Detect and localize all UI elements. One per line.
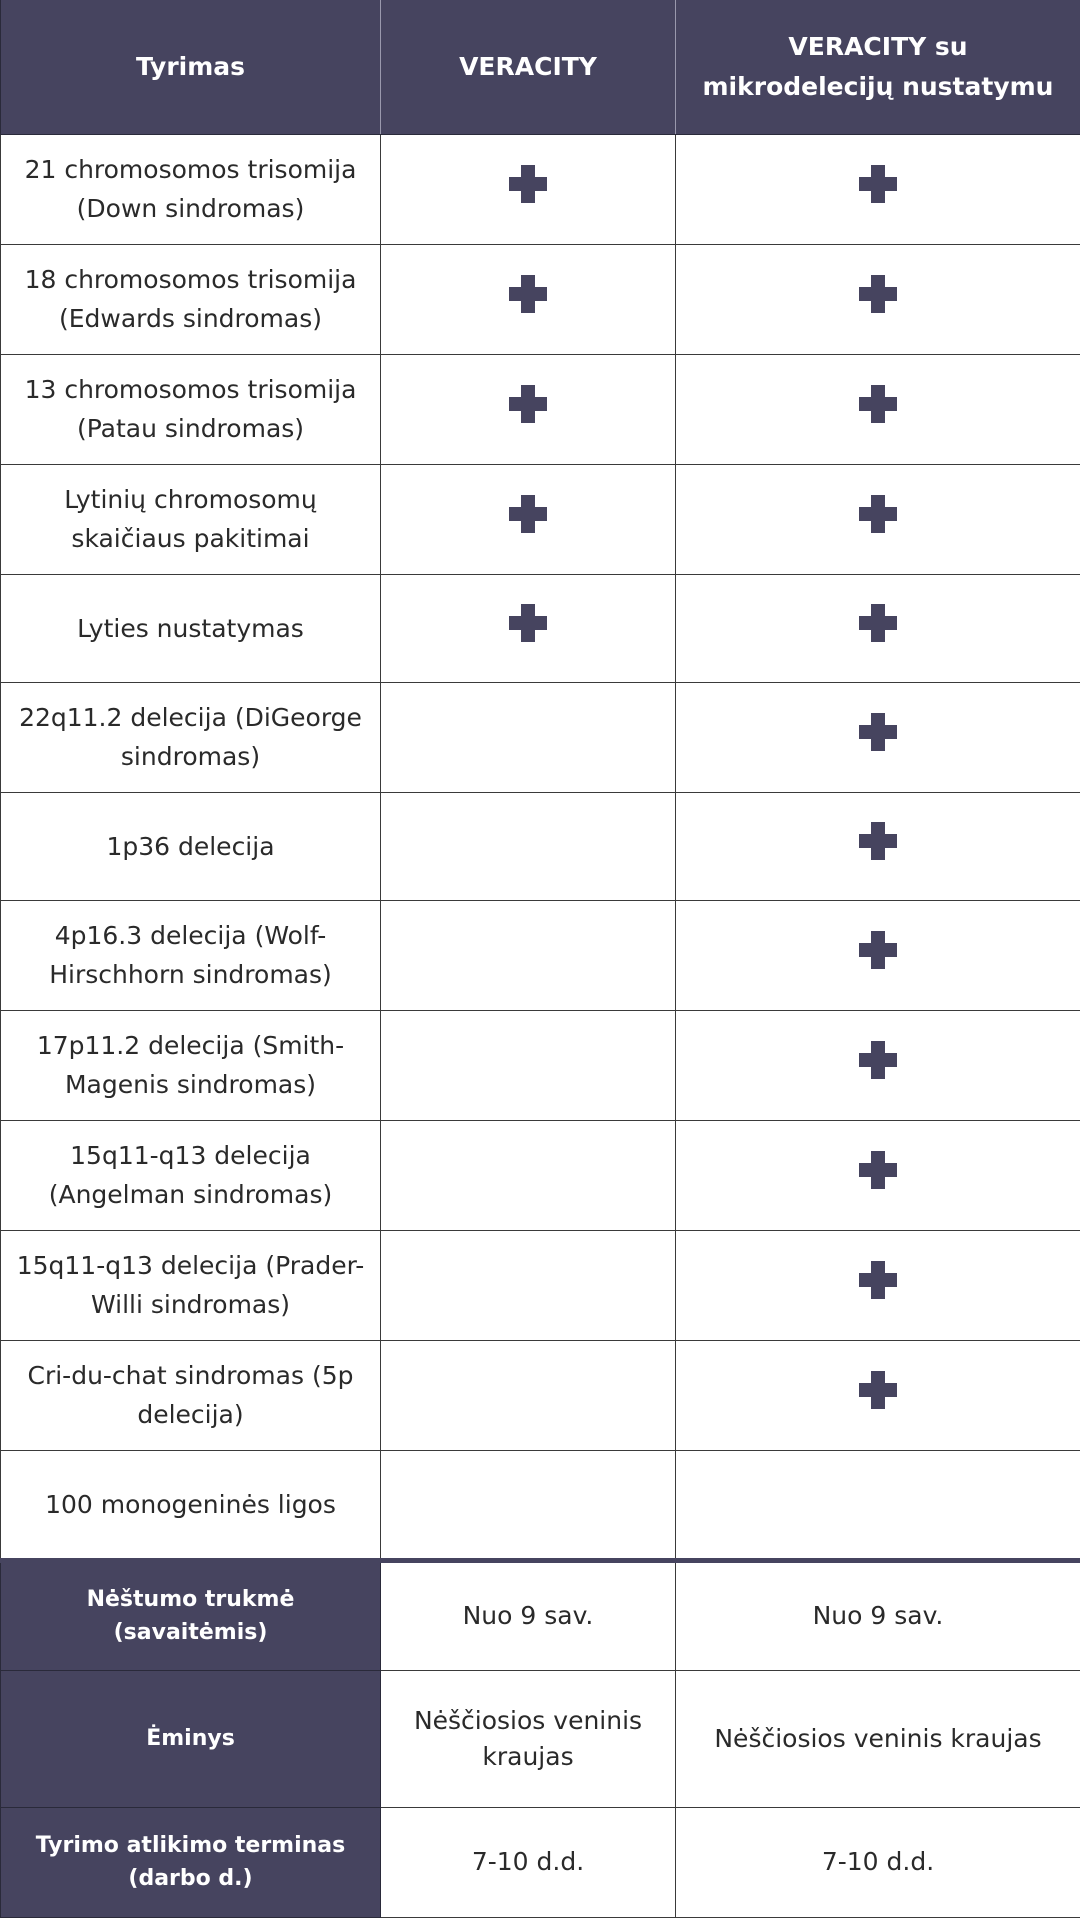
plus-icon bbox=[509, 275, 547, 313]
plus-icon bbox=[859, 822, 897, 860]
row-label: Cri-du-chat sindromas (5p delecija) bbox=[1, 1340, 381, 1450]
veracity-micro-cell bbox=[676, 1230, 1080, 1340]
veracity-cell bbox=[381, 1230, 676, 1340]
veracity-cell bbox=[381, 792, 676, 900]
table-row bbox=[1, 1340, 1080, 1450]
veracity-micro-cell bbox=[676, 792, 1080, 900]
header-veracity-micro: VERACITY su mikrodelecijų nustatymu bbox=[676, 0, 1080, 134]
table-row bbox=[1, 574, 1080, 682]
row-label: 15q11-q13 delecija (Angelman sindromas) bbox=[1, 1120, 381, 1230]
table-row bbox=[1, 792, 1080, 900]
footer-row-pregnancy bbox=[1, 1560, 1080, 1670]
veracity-cell bbox=[381, 1340, 676, 1450]
footer-label: Nėštumo trukmė (savaitėmis) bbox=[1, 1560, 381, 1670]
table-row bbox=[1, 244, 1080, 354]
veracity-micro-cell: Nuo 9 sav. bbox=[676, 1560, 1080, 1670]
veracity-micro-cell bbox=[676, 1120, 1080, 1230]
row-label: 100 monogeninės ligos bbox=[1, 1450, 381, 1560]
veracity-cell bbox=[381, 1120, 676, 1230]
veracity-cell bbox=[381, 900, 676, 1010]
veracity-cell bbox=[381, 354, 676, 464]
row-label: 21 chromosomos trisomija (Down sindromas) bbox=[1, 134, 381, 244]
veracity-cell bbox=[381, 244, 676, 354]
table-row bbox=[1, 1450, 1080, 1560]
plus-icon bbox=[859, 1041, 897, 1079]
row-label: Lyties nustatymas bbox=[1, 574, 381, 682]
veracity-cell: Nuo 9 sav. bbox=[381, 1560, 676, 1670]
veracity-micro-cell bbox=[676, 244, 1080, 354]
plus-icon bbox=[859, 604, 897, 642]
veracity-micro-cell bbox=[676, 1450, 1080, 1560]
table-row bbox=[1, 1120, 1080, 1230]
veracity-cell: 7-10 d.d. bbox=[381, 1807, 676, 1917]
header-veracity: VERACITY bbox=[381, 0, 676, 134]
footer-row-turnaround bbox=[1, 1807, 1080, 1917]
table-row bbox=[1, 464, 1080, 574]
row-label: 17p11.2 delecija (Smith-Magenis sindromas) bbox=[1, 1010, 381, 1120]
row-label: 13 chromosomos trisomija (Patau sindromas) bbox=[1, 354, 381, 464]
plus-icon bbox=[859, 495, 897, 533]
footer-label: Tyrimo atlikimo terminas (darbo d.) bbox=[1, 1807, 381, 1917]
veracity-micro-cell bbox=[676, 574, 1080, 682]
plus-icon bbox=[859, 931, 897, 969]
footer-row-sample bbox=[1, 1670, 1080, 1807]
plus-icon bbox=[509, 495, 547, 533]
veracity-cell bbox=[381, 1010, 676, 1120]
header-test: Tyrimas bbox=[1, 0, 381, 134]
row-label: 15q11-q13 delecija (Prader-Willi sindromas) bbox=[1, 1230, 381, 1340]
plus-icon bbox=[859, 713, 897, 751]
plus-icon bbox=[859, 1371, 897, 1409]
veracity-cell bbox=[381, 134, 676, 244]
plus-icon bbox=[859, 385, 897, 423]
veracity-micro-cell bbox=[676, 354, 1080, 464]
plus-icon bbox=[509, 385, 547, 423]
veracity-cell bbox=[381, 464, 676, 574]
veracity-cell bbox=[381, 682, 676, 792]
row-label: 18 chromosomos trisomija (Edwards sindromas) bbox=[1, 244, 381, 354]
table-row bbox=[1, 134, 1080, 244]
header-row bbox=[1, 0, 1080, 134]
veracity-cell bbox=[381, 574, 676, 682]
veracity-cell: Nėščiosios veninis kraujas bbox=[381, 1670, 676, 1807]
veracity-micro-cell: 7-10 d.d. bbox=[676, 1807, 1080, 1917]
row-label: 4p16.3 delecija (Wolf-Hirschhorn sindromas) bbox=[1, 900, 381, 1010]
veracity-micro-cell bbox=[676, 134, 1080, 244]
table-row bbox=[1, 354, 1080, 464]
plus-icon bbox=[509, 165, 547, 203]
veracity-micro-cell bbox=[676, 1010, 1080, 1120]
table-row bbox=[1, 1230, 1080, 1340]
plus-icon bbox=[859, 275, 897, 313]
table-row bbox=[1, 1010, 1080, 1120]
veracity-micro-cell bbox=[676, 1340, 1080, 1450]
plus-icon bbox=[509, 604, 547, 642]
plus-icon bbox=[859, 165, 897, 203]
plus-icon bbox=[859, 1261, 897, 1299]
table-row bbox=[1, 682, 1080, 792]
veracity-micro-cell bbox=[676, 682, 1080, 792]
row-label: Lytinių chromosomų skaičiaus pakitimai bbox=[1, 464, 381, 574]
row-label: 22q11.2 delecija (DiGeorge sindromas) bbox=[1, 682, 381, 792]
veracity-micro-cell: Nėščiosios veninis kraujas bbox=[676, 1670, 1080, 1807]
row-label: 1p36 delecija bbox=[1, 792, 381, 900]
veracity-micro-cell bbox=[676, 464, 1080, 574]
plus-icon bbox=[859, 1151, 897, 1189]
footer-label: Ėminys bbox=[1, 1670, 381, 1807]
veracity-micro-cell bbox=[676, 900, 1080, 1010]
veracity-cell bbox=[381, 1450, 676, 1560]
table-row bbox=[1, 900, 1080, 1010]
